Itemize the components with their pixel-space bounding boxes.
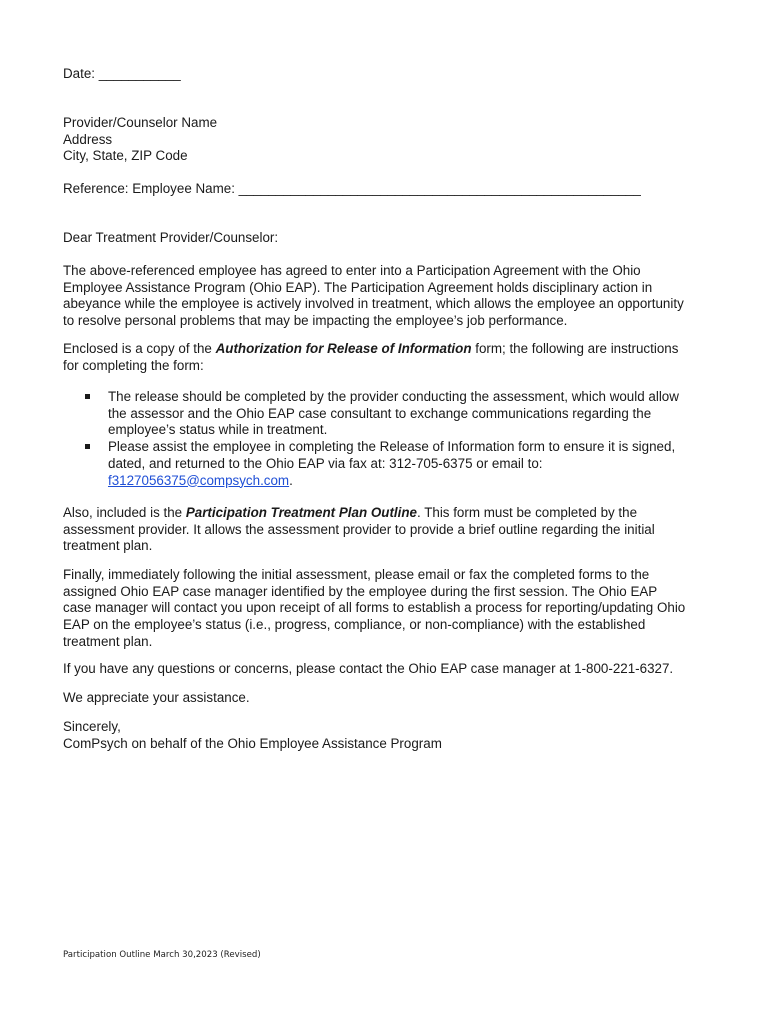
recipient-city-state-zip: City, State, ZIP Code	[63, 148, 188, 164]
release-form-title: Authorization for Release of Information	[215, 341, 472, 356]
list-item: The release should be completed by the provider conducting the assessment, which would allow the assessor and the Ohio EAP case consultant to exchange communications regarding the employee’s status while in treatment.	[63, 389, 713, 439]
closing-block	[63, 719, 713, 752]
closing: Sincerely,	[63, 719, 121, 734]
bullet-square-icon	[85, 394, 90, 399]
paragraph-appreciation: We appreciate your assistance.	[63, 690, 250, 705]
list-item: Please assist the employee in completing the Release of Information form to ensure it is signed, dated, and returned to the Ohio EAP via fax at: 312-705-6375 or email to: f3127056375@compsych.com.	[63, 439, 713, 489]
paragraph-treatment-plan: Also, included is the Participation Treatment Plan Outline. This form must be completed by the assessment provider. It allows the assessment provider to provide a brief outline regarding the initial treatment plan.	[63, 505, 655, 554]
paragraph-questions: If you have any questions or concerns, please contact the Ohio EAP case manager at 1-800-221-6327.	[63, 661, 674, 676]
recipient-address: Address	[63, 131, 113, 147]
signature: ComPsych on behalf of the Ohio Employee Assistance Program	[63, 735, 442, 751]
email-link[interactable]: f3127056375@compsych.com	[108, 472, 290, 488]
recipient-block	[63, 115, 713, 165]
paragraph-enclosed-release: Enclosed is a copy of the Authorization for Release of Information form; the following are instructions for completing the form:	[63, 341, 679, 373]
recipient-name: Provider/Counselor Name	[63, 115, 218, 130]
salutation: Dear Treatment Provider/Counselor:	[63, 230, 279, 245]
page-footer: Participation Outline March 30,2023 (Revised)	[63, 950, 261, 960]
instructions-list	[63, 389, 713, 489]
bullet-square-icon	[85, 444, 90, 449]
date-line: Date: ___________	[63, 66, 181, 81]
reference-line: Reference: Employee Name: ______________________________________________________	[63, 181, 641, 196]
treatment-plan-title: Participation Treatment Plan Outline	[185, 505, 417, 520]
paragraph-participation-agreement: The above-referenced employee has agreed to enter into a Participation Agreement with the Ohio Employee Assistance Program (Ohio EAP). The Participation Agreement holds disciplinary action in abeyance while the employee is actively involved in treatment, which allows the employee an opportunity to resolve personal problems that may be impacting the employee’s job performance.	[63, 263, 684, 329]
paragraph-follow-up: Finally, immediately following the initial assessment, please email or fax the completed forms to the assigned Ohio EAP case manager identified by the employee during the first session. The Ohio EAP case manager will contact you upon receipt of all forms to establish a process for reporting/updating Ohio EAP on the employee’s status (i.e., progress, compliance, or non-compliance) with the established treatment plan.	[63, 567, 686, 649]
